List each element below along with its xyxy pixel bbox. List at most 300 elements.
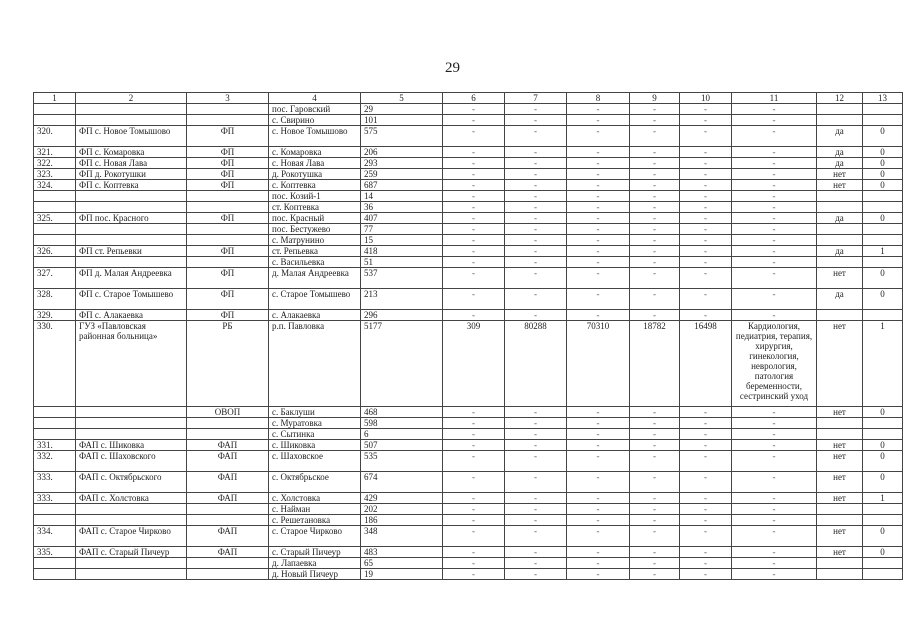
col-number xyxy=(34,569,76,580)
col-c8: - xyxy=(567,169,630,180)
col-visits: - xyxy=(505,191,567,202)
col-c9: - xyxy=(630,429,680,440)
col-c9: - xyxy=(630,224,680,235)
col-profiles: - xyxy=(732,526,817,547)
col-c10: - xyxy=(680,472,732,493)
col-c8: - xyxy=(567,257,630,268)
col-c12: да xyxy=(817,289,863,310)
column-header: 4 xyxy=(269,93,361,104)
col-c8: - xyxy=(567,547,630,558)
col-beds: - xyxy=(443,213,505,224)
col-settlement: р.п. Павловка xyxy=(269,321,361,407)
col-population: 77 xyxy=(361,224,443,235)
col-type: РБ xyxy=(187,321,269,407)
col-c9: - xyxy=(630,191,680,202)
col-profiles: - xyxy=(732,224,817,235)
col-visits: 80288 xyxy=(505,321,567,407)
col-c13: 1 xyxy=(863,246,903,257)
col-c8: - xyxy=(567,418,630,429)
col-population: 6 xyxy=(361,429,443,440)
col-population: 101 xyxy=(361,115,443,126)
col-population: 29 xyxy=(361,104,443,115)
col-population: 418 xyxy=(361,246,443,257)
column-header: 1 xyxy=(34,93,76,104)
col-c13 xyxy=(863,429,903,440)
table-row xyxy=(34,257,903,268)
col-c9: - xyxy=(630,126,680,147)
col-c8: - xyxy=(567,224,630,235)
col-population: 36 xyxy=(361,202,443,213)
column-header: 10 xyxy=(680,93,732,104)
column-header: 9 xyxy=(630,93,680,104)
col-settlement: пос. Козий-1 xyxy=(269,191,361,202)
table-row xyxy=(34,515,903,526)
col-settlement: с. Баклуши xyxy=(269,407,361,418)
col-type: ФАП xyxy=(187,451,269,472)
col-facility: ФП д. Рокотушки xyxy=(76,169,187,180)
col-number: 326. xyxy=(34,246,76,257)
table-row xyxy=(34,115,903,126)
col-visits: - xyxy=(505,104,567,115)
col-c10: - xyxy=(680,418,732,429)
col-c8: - xyxy=(567,289,630,310)
col-c8: - xyxy=(567,115,630,126)
col-c10: - xyxy=(680,126,732,147)
col-number: 325. xyxy=(34,213,76,224)
col-c13: 0 xyxy=(863,526,903,547)
col-facility: ФП с. Коптевка xyxy=(76,180,187,191)
col-beds: - xyxy=(443,202,505,213)
col-c12 xyxy=(817,202,863,213)
col-c13: 0 xyxy=(863,472,903,493)
table-row xyxy=(34,158,903,169)
table-row xyxy=(34,429,903,440)
col-profiles: - xyxy=(732,158,817,169)
col-facility: ФП с. Старое Томышево xyxy=(76,289,187,310)
col-c9: - xyxy=(630,558,680,569)
col-number xyxy=(34,115,76,126)
col-c12: нет xyxy=(817,526,863,547)
table-row xyxy=(34,407,903,418)
col-c10: - xyxy=(680,440,732,451)
col-beds: - xyxy=(443,147,505,158)
col-profiles: - xyxy=(732,440,817,451)
col-profiles: Кардиология, педиатрия, терапия, хирургия, гинекология, неврология, патология беременности, сестринский уход xyxy=(732,321,817,407)
col-c9: - xyxy=(630,451,680,472)
col-c10: - xyxy=(680,115,732,126)
table-row xyxy=(34,147,903,158)
col-c10: - xyxy=(680,180,732,191)
col-profiles: - xyxy=(732,257,817,268)
col-c10: - xyxy=(680,104,732,115)
col-visits: - xyxy=(505,158,567,169)
col-number xyxy=(34,504,76,515)
col-beds: - xyxy=(443,547,505,558)
col-beds: - xyxy=(443,493,505,504)
table-row xyxy=(34,104,903,115)
col-visits: - xyxy=(505,213,567,224)
col-type xyxy=(187,115,269,126)
col-facility xyxy=(76,429,187,440)
col-population: 19 xyxy=(361,569,443,580)
col-c9: - xyxy=(630,472,680,493)
col-c8: 70310 xyxy=(567,321,630,407)
col-c13 xyxy=(863,310,903,321)
col-c13: 0 xyxy=(863,180,903,191)
col-c9: - xyxy=(630,418,680,429)
col-beds: - xyxy=(443,558,505,569)
col-type: ФАП xyxy=(187,547,269,558)
col-settlement: с. Найман xyxy=(269,504,361,515)
col-c8: - xyxy=(567,558,630,569)
col-c10: - xyxy=(680,235,732,246)
col-number: 332. xyxy=(34,451,76,472)
col-c9: - xyxy=(630,202,680,213)
col-c12: да xyxy=(817,213,863,224)
col-c12 xyxy=(817,224,863,235)
col-settlement: пос. Бестужево xyxy=(269,224,361,235)
col-c10: - xyxy=(680,504,732,515)
col-c10: - xyxy=(680,515,732,526)
col-c9: - xyxy=(630,158,680,169)
col-settlement: с. Решетановка xyxy=(269,515,361,526)
col-population: 15 xyxy=(361,235,443,246)
col-settlement: д. Рокотушка xyxy=(269,169,361,180)
col-type xyxy=(187,429,269,440)
col-c8: - xyxy=(567,180,630,191)
col-population: 202 xyxy=(361,504,443,515)
col-settlement: с. Сытинка xyxy=(269,429,361,440)
col-beds: - xyxy=(443,268,505,289)
col-visits: - xyxy=(505,224,567,235)
col-facility xyxy=(76,202,187,213)
table-row xyxy=(34,310,903,321)
col-number xyxy=(34,515,76,526)
col-profiles: - xyxy=(732,407,817,418)
col-profiles: - xyxy=(732,115,817,126)
col-visits: - xyxy=(505,526,567,547)
col-c12 xyxy=(817,257,863,268)
col-profiles: - xyxy=(732,558,817,569)
col-c8: - xyxy=(567,158,630,169)
col-facility: ФАП с. Октябрьского xyxy=(76,472,187,493)
col-number xyxy=(34,418,76,429)
col-beds: - xyxy=(443,472,505,493)
table-row xyxy=(34,191,903,202)
column-header: 5 xyxy=(361,93,443,104)
col-population: 348 xyxy=(361,526,443,547)
col-c12 xyxy=(817,235,863,246)
table-row xyxy=(34,526,903,547)
col-c8: - xyxy=(567,147,630,158)
col-facility xyxy=(76,191,187,202)
col-visits: - xyxy=(505,115,567,126)
col-facility: ГУЗ «Павловская районная больница» xyxy=(76,321,187,407)
col-c13 xyxy=(863,115,903,126)
col-profiles: - xyxy=(732,429,817,440)
col-type xyxy=(187,515,269,526)
col-c9: - xyxy=(630,407,680,418)
col-c10: - xyxy=(680,451,732,472)
col-facility xyxy=(76,407,187,418)
col-c8: - xyxy=(567,472,630,493)
col-facility: ФП пос. Красного xyxy=(76,213,187,224)
col-type xyxy=(187,418,269,429)
col-beds: - xyxy=(443,569,505,580)
table-row xyxy=(34,504,903,515)
col-c10: - xyxy=(680,310,732,321)
col-profiles: - xyxy=(732,569,817,580)
col-beds: - xyxy=(443,115,505,126)
col-c9: - xyxy=(630,104,680,115)
col-c12 xyxy=(817,569,863,580)
col-type: ФП xyxy=(187,246,269,257)
col-c8: - xyxy=(567,104,630,115)
col-c8: - xyxy=(567,246,630,257)
col-c12: да xyxy=(817,158,863,169)
col-c9: - xyxy=(630,547,680,558)
col-number: 320. xyxy=(34,126,76,147)
col-c12 xyxy=(817,515,863,526)
col-settlement: с. Алакаевка xyxy=(269,310,361,321)
col-facility xyxy=(76,504,187,515)
col-population: 674 xyxy=(361,472,443,493)
col-c12: нет xyxy=(817,440,863,451)
col-population: 293 xyxy=(361,158,443,169)
col-number: 321. xyxy=(34,147,76,158)
col-c12: да xyxy=(817,246,863,257)
col-number xyxy=(34,191,76,202)
col-profiles: - xyxy=(732,191,817,202)
table-row xyxy=(34,440,903,451)
col-population: 51 xyxy=(361,257,443,268)
col-c12: да xyxy=(817,147,863,158)
col-c8: - xyxy=(567,429,630,440)
col-c10: - xyxy=(680,569,732,580)
table-row xyxy=(34,493,903,504)
col-facility: ФП с. Алакаевка xyxy=(76,310,187,321)
col-beds: 309 xyxy=(443,321,505,407)
col-c13: 0 xyxy=(863,147,903,158)
col-c10: - xyxy=(680,147,732,158)
col-profiles: - xyxy=(732,213,817,224)
col-type: ФП xyxy=(187,126,269,147)
table-row xyxy=(34,202,903,213)
col-c8: - xyxy=(567,440,630,451)
col-c10: - xyxy=(680,289,732,310)
col-beds: - xyxy=(443,104,505,115)
col-facility: ФАП с. Холстовка xyxy=(76,493,187,504)
col-profiles: - xyxy=(732,268,817,289)
col-type: ФП xyxy=(187,268,269,289)
col-type xyxy=(187,504,269,515)
col-visits: - xyxy=(505,147,567,158)
col-type: ФП xyxy=(187,213,269,224)
col-population: 407 xyxy=(361,213,443,224)
col-c13: 0 xyxy=(863,440,903,451)
col-facility: ФП с. Комаровка xyxy=(76,147,187,158)
col-c12: нет xyxy=(817,268,863,289)
col-c9: - xyxy=(630,289,680,310)
col-type: ОВОП xyxy=(187,407,269,418)
col-facility: ФП д. Малая Андреевка xyxy=(76,268,187,289)
col-number: 334. xyxy=(34,526,76,547)
table-row xyxy=(34,213,903,224)
col-visits: - xyxy=(505,569,567,580)
col-number: 331. xyxy=(34,440,76,451)
table-row xyxy=(34,569,903,580)
col-profiles: - xyxy=(732,310,817,321)
table-row xyxy=(34,321,903,407)
col-c10: - xyxy=(680,202,732,213)
col-c12 xyxy=(817,310,863,321)
col-c10: - xyxy=(680,158,732,169)
col-c12 xyxy=(817,429,863,440)
col-settlement: с. Шиковка xyxy=(269,440,361,451)
col-type xyxy=(187,224,269,235)
table-row xyxy=(34,451,903,472)
col-population: 429 xyxy=(361,493,443,504)
table-row xyxy=(34,180,903,191)
col-settlement: с. Старый Пичеур xyxy=(269,547,361,558)
col-facility xyxy=(76,558,187,569)
col-settlement: д. Малая Андреевка xyxy=(269,268,361,289)
col-profiles: - xyxy=(732,104,817,115)
col-beds: - xyxy=(443,246,505,257)
col-beds: - xyxy=(443,526,505,547)
col-c9: - xyxy=(630,515,680,526)
col-settlement: с. Васильевка xyxy=(269,257,361,268)
col-c10: - xyxy=(680,547,732,558)
column-header: 6 xyxy=(443,93,505,104)
col-settlement: с. Старое Чирково xyxy=(269,526,361,547)
col-profiles: - xyxy=(732,169,817,180)
col-settlement: ст. Репьевка xyxy=(269,246,361,257)
col-number: 333. xyxy=(34,493,76,504)
column-header: 11 xyxy=(732,93,817,104)
col-population: 296 xyxy=(361,310,443,321)
col-c10: - xyxy=(680,257,732,268)
col-population: 206 xyxy=(361,147,443,158)
col-c10: - xyxy=(680,246,732,257)
col-profiles: - xyxy=(732,515,817,526)
col-c13: 0 xyxy=(863,268,903,289)
col-visits: - xyxy=(505,440,567,451)
col-facility: ФП с. Новая Лава xyxy=(76,158,187,169)
col-c9: - xyxy=(630,310,680,321)
col-visits: - xyxy=(505,493,567,504)
col-c9: - xyxy=(630,526,680,547)
col-c8: - xyxy=(567,310,630,321)
col-c9: - xyxy=(630,569,680,580)
col-c12: нет xyxy=(817,493,863,504)
col-beds: - xyxy=(443,451,505,472)
col-settlement: с. Свирино xyxy=(269,115,361,126)
col-type: ФП xyxy=(187,169,269,180)
col-population: 65 xyxy=(361,558,443,569)
col-facility: ФП с. Новое Томышово xyxy=(76,126,187,147)
col-c13 xyxy=(863,504,903,515)
col-facility: ФАП с. Шаховского xyxy=(76,451,187,472)
col-number: 328. xyxy=(34,289,76,310)
col-c13 xyxy=(863,418,903,429)
col-c12: да xyxy=(817,126,863,147)
col-c8: - xyxy=(567,504,630,515)
col-profiles: - xyxy=(732,451,817,472)
col-c13: 1 xyxy=(863,321,903,407)
col-population: 213 xyxy=(361,289,443,310)
col-population: 468 xyxy=(361,407,443,418)
col-c10: - xyxy=(680,429,732,440)
col-c8: - xyxy=(567,126,630,147)
col-c10: 16498 xyxy=(680,321,732,407)
col-c12 xyxy=(817,104,863,115)
col-c10: - xyxy=(680,526,732,547)
col-beds: - xyxy=(443,180,505,191)
col-facility: ФАП с. Старый Пичеур xyxy=(76,547,187,558)
col-visits: - xyxy=(505,451,567,472)
table-row xyxy=(34,268,903,289)
col-visits: - xyxy=(505,472,567,493)
column-header: 3 xyxy=(187,93,269,104)
table-row xyxy=(34,472,903,493)
col-c13: 0 xyxy=(863,126,903,147)
col-c10: - xyxy=(680,407,732,418)
col-number xyxy=(34,407,76,418)
col-settlement: д. Новый Пичеур xyxy=(269,569,361,580)
column-header: 8 xyxy=(567,93,630,104)
col-beds: - xyxy=(443,257,505,268)
col-number: 323. xyxy=(34,169,76,180)
col-visits: - xyxy=(505,169,567,180)
col-c12: нет xyxy=(817,547,863,558)
col-population: 687 xyxy=(361,180,443,191)
col-c13 xyxy=(863,235,903,246)
col-number: 333. xyxy=(34,472,76,493)
col-profiles: - xyxy=(732,547,817,558)
col-c10: - xyxy=(680,213,732,224)
col-settlement: с. Холстовка xyxy=(269,493,361,504)
col-visits: - xyxy=(505,310,567,321)
col-beds: - xyxy=(443,158,505,169)
table-row xyxy=(34,169,903,180)
col-c8: - xyxy=(567,569,630,580)
col-number: 329. xyxy=(34,310,76,321)
col-facility xyxy=(76,104,187,115)
col-beds: - xyxy=(443,224,505,235)
col-facility xyxy=(76,418,187,429)
table-header-row xyxy=(34,93,903,104)
col-visits: - xyxy=(505,180,567,191)
col-c9: - xyxy=(630,440,680,451)
col-visits: - xyxy=(505,547,567,558)
col-beds: - xyxy=(443,429,505,440)
col-visits: - xyxy=(505,202,567,213)
col-visits: - xyxy=(505,126,567,147)
table-row xyxy=(34,224,903,235)
col-c13 xyxy=(863,224,903,235)
col-c10: - xyxy=(680,493,732,504)
col-visits: - xyxy=(505,429,567,440)
col-profiles: - xyxy=(732,180,817,191)
col-c12: нет xyxy=(817,472,863,493)
col-profiles: - xyxy=(732,418,817,429)
col-c10: - xyxy=(680,169,732,180)
col-number: 335. xyxy=(34,547,76,558)
col-facility xyxy=(76,257,187,268)
col-facility: ФАП с. Старое Чирково xyxy=(76,526,187,547)
col-type xyxy=(187,569,269,580)
